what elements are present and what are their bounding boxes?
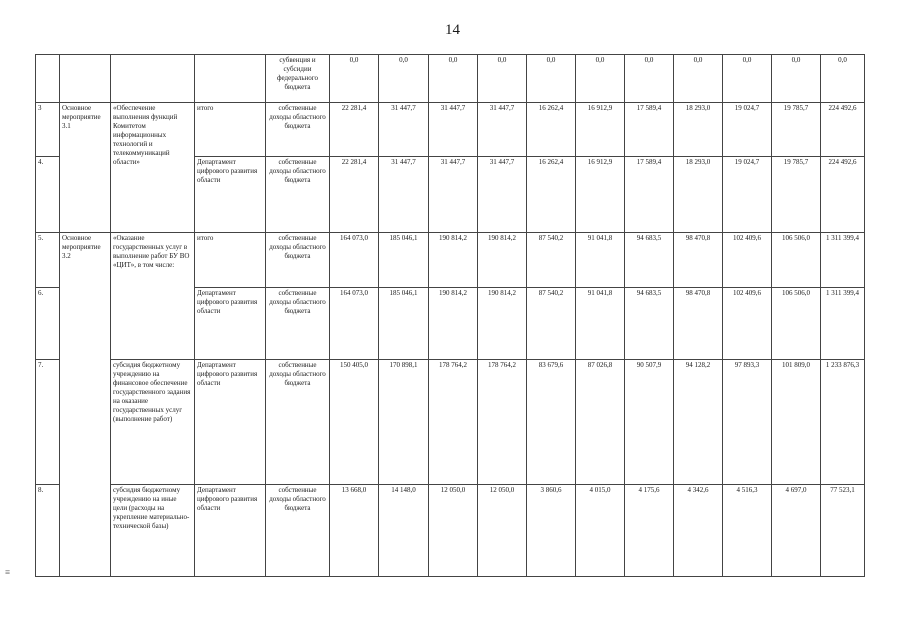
executor-cell: итого <box>195 103 266 157</box>
budget-table <box>35 54 865 577</box>
table-row <box>36 360 865 485</box>
value-cell: 3 860,6 <box>527 485 576 577</box>
name-cell: субсидия бюджетному учреждению на финансовое обеспечение государственного задания на оказание государственных услуг (выполнение работ) <box>111 360 195 485</box>
value-cell: 98 470,8 <box>674 233 723 288</box>
row-number: 6. <box>36 288 60 360</box>
source-cell: собственные доходы областного бюджета <box>266 485 330 577</box>
event-cell <box>60 55 111 103</box>
value-cell: 18 293,0 <box>674 157 723 233</box>
value-cell: 18 293,0 <box>674 103 723 157</box>
table-row <box>36 233 865 288</box>
value-cell: 12 050,0 <box>429 485 478 577</box>
value-cell: 0,0 <box>330 55 379 103</box>
value-cell: 19 785,7 <box>772 103 821 157</box>
value-cell: 22 281,4 <box>330 103 379 157</box>
value-cell: 185 046,1 <box>379 233 429 288</box>
value-cell: 164 073,0 <box>330 233 379 288</box>
value-cell: 101 809,0 <box>772 360 821 485</box>
value-cell: 102 409,6 <box>723 288 772 360</box>
value-cell: 19 024,7 <box>723 157 772 233</box>
value-cell: 13 668,0 <box>330 485 379 577</box>
table-row <box>36 485 865 577</box>
table-row <box>36 103 865 157</box>
value-cell: 190 814,2 <box>478 233 527 288</box>
value-cell: 0,0 <box>379 55 429 103</box>
value-cell: 106 506,0 <box>772 288 821 360</box>
value-cell: 185 046,1 <box>379 288 429 360</box>
value-cell: 178 764,2 <box>478 360 527 485</box>
name-cell: субсидия бюджетному учреждению на иные цели (расходы на укрепление материально-технической базы) <box>111 485 195 577</box>
value-cell: 31 447,7 <box>429 157 478 233</box>
value-cell: 90 507,9 <box>625 360 674 485</box>
row-number: 5. <box>36 233 60 288</box>
value-cell: 4 516,3 <box>723 485 772 577</box>
source-cell: собственные доходы областного бюджета <box>266 360 330 485</box>
source-cell: собственные доходы областного бюджета <box>266 157 330 233</box>
value-cell: 0,0 <box>772 55 821 103</box>
value-cell: 0,0 <box>527 55 576 103</box>
row-number: 8. <box>36 485 60 577</box>
value-cell: 164 073,0 <box>330 288 379 360</box>
executor-cell: Департамент цифрового развития области <box>195 157 266 233</box>
value-cell: 0,0 <box>576 55 625 103</box>
value-cell: 83 679,6 <box>527 360 576 485</box>
value-cell: 190 814,2 <box>478 288 527 360</box>
event-cell: Основное мероприятие 3.1 <box>60 103 111 233</box>
source-cell: собственные доходы областного бюджета <box>266 288 330 360</box>
total-cell: 1 311 399,4 <box>821 233 865 288</box>
source-cell: собственные доходы областного бюджета <box>266 233 330 288</box>
value-cell: 102 409,6 <box>723 233 772 288</box>
value-cell: 91 041,8 <box>576 288 625 360</box>
total-cell: 0,0 <box>821 55 865 103</box>
total-cell: 1 233 876,3 <box>821 360 865 485</box>
value-cell: 190 814,2 <box>429 233 478 288</box>
value-cell: 150 405,0 <box>330 360 379 485</box>
value-cell: 31 447,7 <box>478 157 527 233</box>
value-cell: 31 447,7 <box>379 157 429 233</box>
executor-cell: итого <box>195 233 266 288</box>
value-cell: 94 128,2 <box>674 360 723 485</box>
row-number: 3 <box>36 103 60 157</box>
value-cell: 22 281,4 <box>330 157 379 233</box>
executor-cell: Департамент цифрового развития области <box>195 485 266 577</box>
source-cell: субвенция и субсидии федерального бюджета <box>266 55 330 103</box>
row-number <box>36 55 60 103</box>
value-cell: 16 912,9 <box>576 103 625 157</box>
value-cell: 31 447,7 <box>478 103 527 157</box>
value-cell: 178 764,2 <box>429 360 478 485</box>
value-cell: 31 447,7 <box>429 103 478 157</box>
value-cell: 0,0 <box>723 55 772 103</box>
value-cell: 16 262,4 <box>527 157 576 233</box>
value-cell: 87 540,2 <box>527 233 576 288</box>
row-number: 7. <box>36 360 60 485</box>
total-cell: 224 492,6 <box>821 103 865 157</box>
value-cell: 4 697,0 <box>772 485 821 577</box>
value-cell: 4 015,0 <box>576 485 625 577</box>
value-cell: 94 683,5 <box>625 288 674 360</box>
total-cell: 77 523,1 <box>821 485 865 577</box>
value-cell: 190 814,2 <box>429 288 478 360</box>
event-cell: Основное мероприятие 3.2 <box>60 233 111 577</box>
value-cell: 87 026,8 <box>576 360 625 485</box>
value-cell: 97 893,3 <box>723 360 772 485</box>
name-cell: «Оказание государственных услуг в выполнение работ БУ ВО «ЦИТ», в том числе: <box>111 233 195 360</box>
value-cell: 14 148,0 <box>379 485 429 577</box>
value-cell: 0,0 <box>429 55 478 103</box>
name-cell: «Обеспечение выполнения функций Комитетом информационных технологий и телекоммуникаций области» <box>111 103 195 233</box>
value-cell: 106 506,0 <box>772 233 821 288</box>
executor-cell: Департамент цифрового развития области <box>195 360 266 485</box>
margin-mark: ≡ <box>5 567 11 577</box>
value-cell: 170 898,1 <box>379 360 429 485</box>
value-cell: 16 262,4 <box>527 103 576 157</box>
value-cell: 0,0 <box>674 55 723 103</box>
value-cell: 0,0 <box>625 55 674 103</box>
source-cell: собственные доходы областного бюджета <box>266 103 330 157</box>
value-cell: 87 540,2 <box>527 288 576 360</box>
table-row <box>36 55 865 103</box>
value-cell: 4 175,6 <box>625 485 674 577</box>
value-cell: 94 683,5 <box>625 233 674 288</box>
value-cell: 17 589,4 <box>625 157 674 233</box>
page-number: 14 <box>445 22 460 38</box>
value-cell: 12 050,0 <box>478 485 527 577</box>
name-cell <box>111 55 195 103</box>
row-number: 4. <box>36 157 60 233</box>
value-cell: 17 589,4 <box>625 103 674 157</box>
value-cell: 4 342,6 <box>674 485 723 577</box>
value-cell: 91 041,8 <box>576 233 625 288</box>
total-cell: 224 492,6 <box>821 157 865 233</box>
value-cell: 19 024,7 <box>723 103 772 157</box>
executor-cell <box>195 55 266 103</box>
total-cell: 1 311 399,4 <box>821 288 865 360</box>
value-cell: 98 470,8 <box>674 288 723 360</box>
value-cell: 0,0 <box>478 55 527 103</box>
value-cell: 16 912,9 <box>576 157 625 233</box>
value-cell: 31 447,7 <box>379 103 429 157</box>
executor-cell: Департамент цифрового развития области <box>195 288 266 360</box>
value-cell: 19 785,7 <box>772 157 821 233</box>
